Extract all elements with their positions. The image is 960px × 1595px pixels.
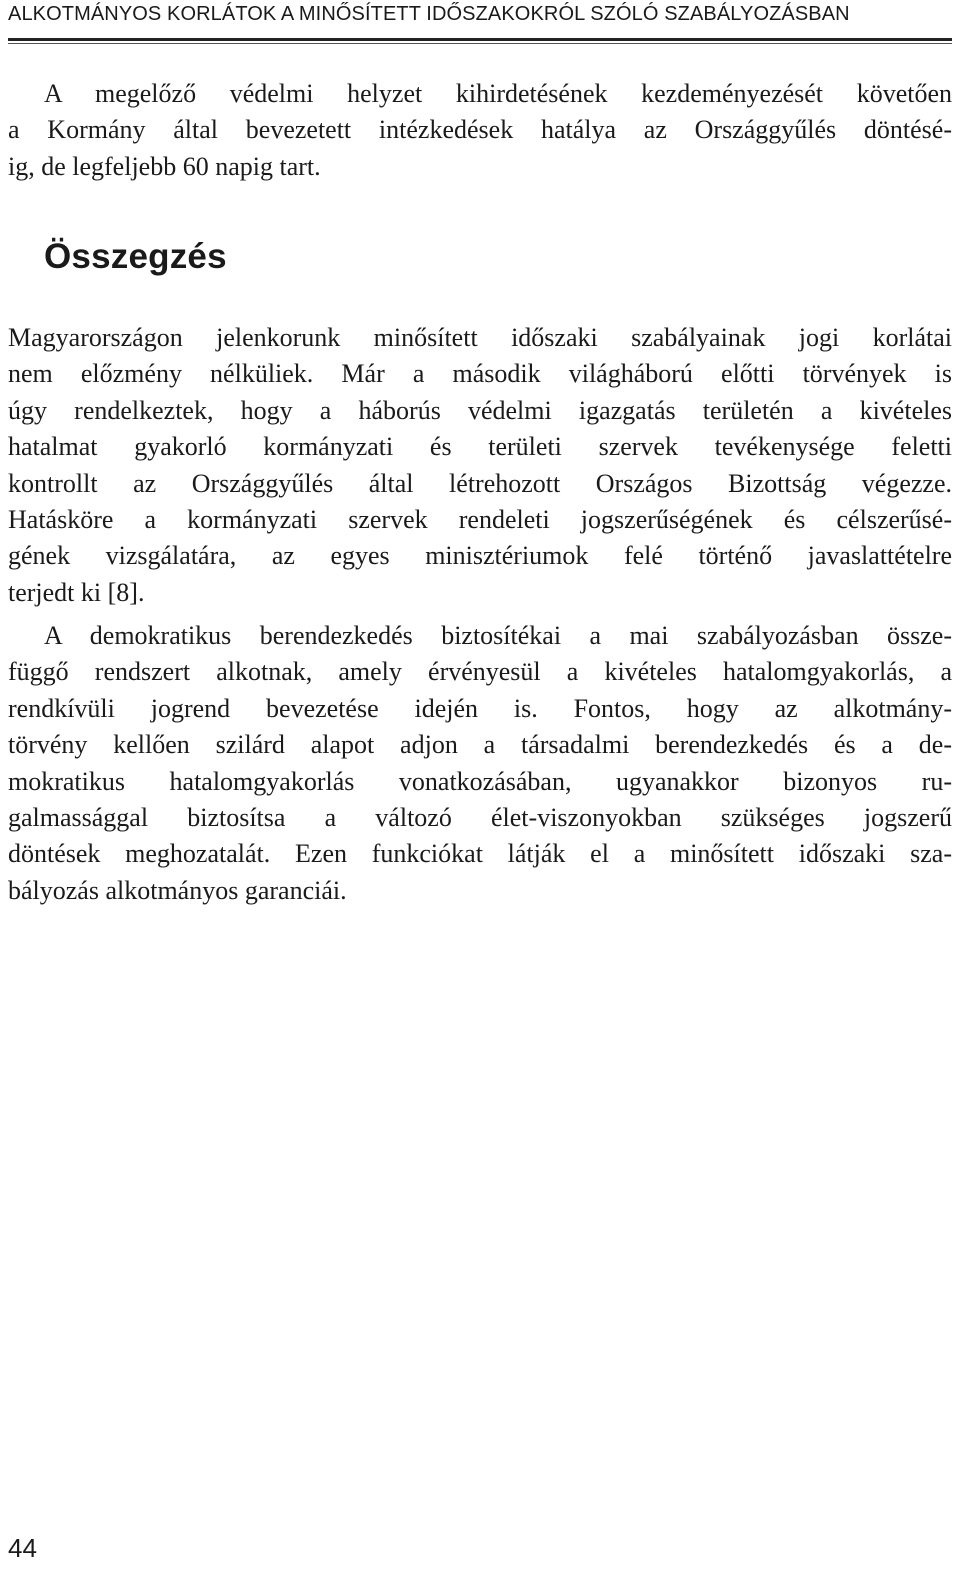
summary-paragraph-2 [8,618,952,909]
intro-line: ig, de legfeljebb 60 napig tart. [8,151,321,181]
header-rule [8,38,952,41]
paragraph-line: döntések meghozatalát. Ezen funkciókat látják el a minősített időszaki sza- [8,839,952,869]
paragraph-line: terjedt ki [8]. [8,577,145,607]
intro-line: A megelőző védelmi helyzet kihirdetésének kezdeményezését követően [44,79,952,108]
paragraph-line: törvény kellően szilárd alapot adjon a társadalmi berendezkedés és a de- [8,730,952,760]
paragraph-line: A demokratikus berendezkedés biztosítékai a mai szabályozásban össze- [44,621,952,650]
paragraph-line: kontrollt az Országgyűlés által létrehozott Országos Bizottság végezze. [8,468,952,498]
summary-paragraph-1 [8,320,952,611]
paragraph-line: úgy rendelkeztek, hogy a háborús védelmi igazgatás területén a kivételes [8,395,952,425]
intro-line: a Kormány által bevezetett intézkedések hatálya az Országgyűlés döntésé- [8,115,952,145]
paragraph-line: rendkívüli jogrend bevezetése idején is. Fontos, hogy az alkotmány- [8,693,952,723]
section-heading: Összegzés [44,237,227,276]
paragraph-line: bályozás alkotmányos garanciái. [8,875,347,905]
paragraph-line: nem előzmény nélküliek. Már a második világháború előtti törvények is [8,359,952,389]
paragraph-line: mokratikus hatalomgyakorlás vonatkozásában, ugyanakkor bizonyos ru- [8,766,952,796]
running-header-title: ALKOTMÁNYOS KORLÁTOK A MINŐSÍTETT IDŐSZAKOKRÓL SZÓLÓ SZABÁLYOZÁSBAN [8,3,850,25]
paragraph-line: függő rendszert alkotnak, amely érvényesül a kivételes hatalomgyakorlás, a [8,657,952,687]
paragraph-line: gének vizsgálatára, az egyes minisztériumok felé történő javaslattételre [8,541,952,571]
paragraph-line: hatalmat gyakorló kormányzati és területi szervek tevékenysége feletti [8,432,952,462]
header-rule-thin [8,43,952,44]
paragraph-line: Hatásköre a kormányzati szervek rendeleti jogszerűségének és célszerűsé- [8,505,952,535]
paragraph-line: galmassággal biztosítsa a változó élet-viszonyokban szükséges jogszerű [8,803,952,833]
page-number: 44 [8,1533,37,1563]
paragraph-line: Magyarországon jelenkorunk minősített időszaki szabályainak jogi korlátai [8,323,952,352]
intro-paragraph [8,76,952,185]
